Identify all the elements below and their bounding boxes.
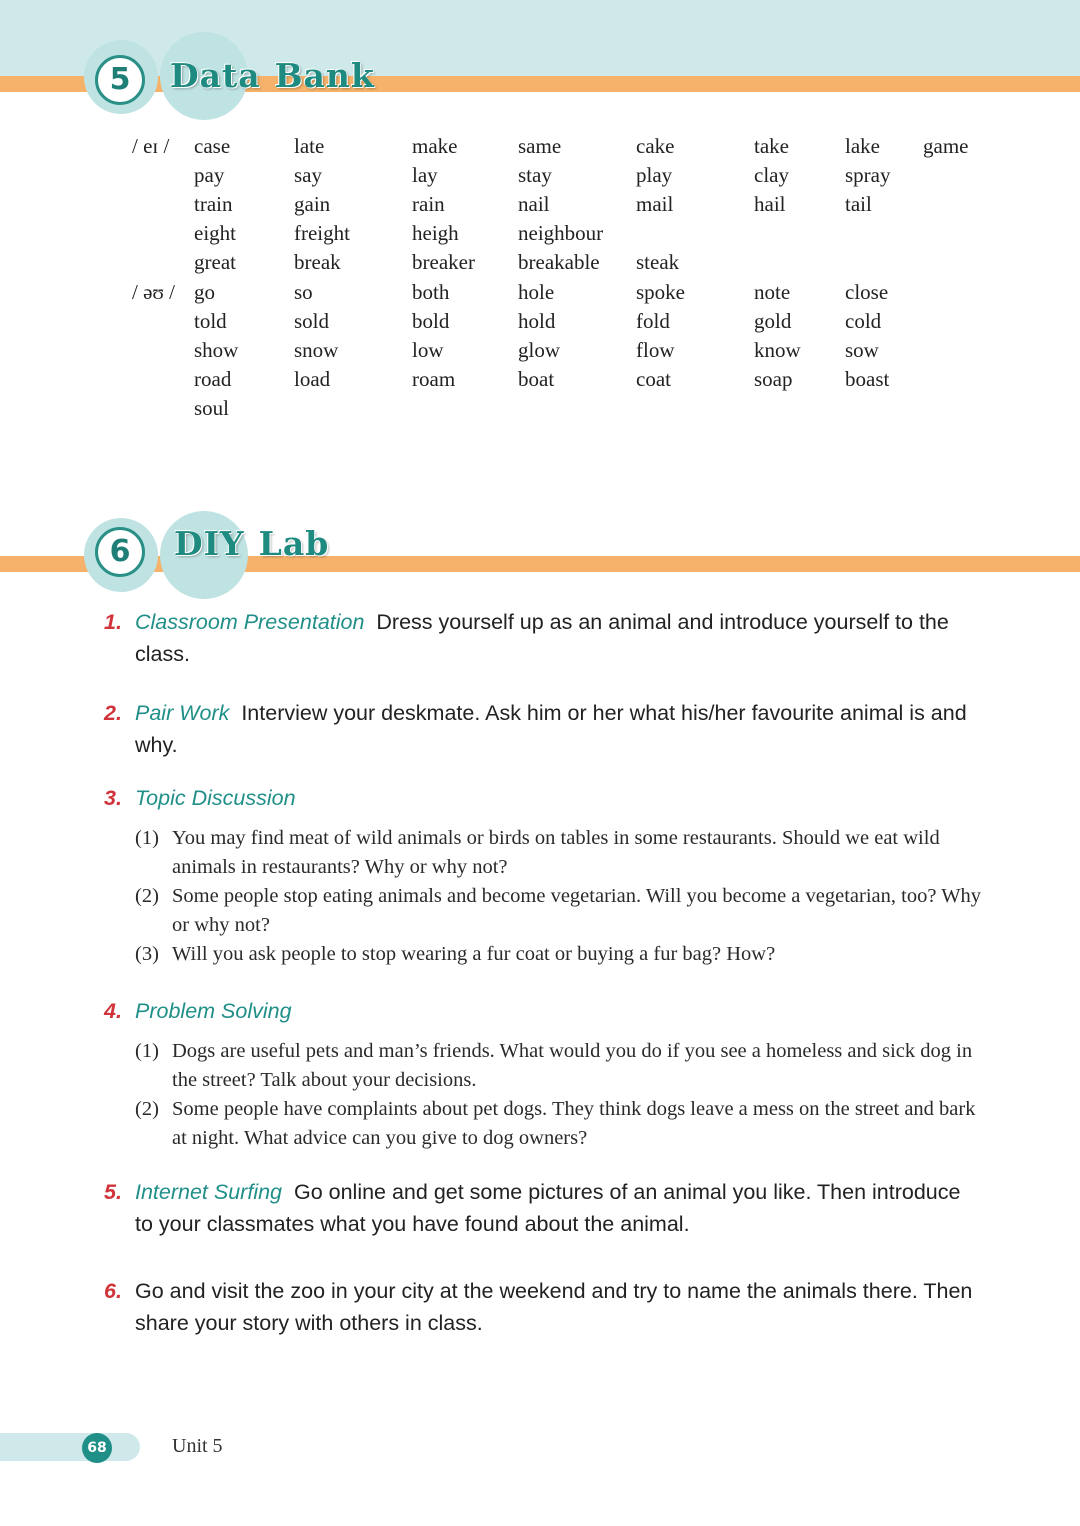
word-cell: pay <box>194 163 225 188</box>
task-item <box>104 782 984 814</box>
sub-item <box>135 882 985 940</box>
word-cell: flow <box>636 337 675 362</box>
unit-label: Unit 5 <box>172 1435 223 1457</box>
word-cell: nail <box>518 192 550 217</box>
task-keyword: Problem Solving <box>135 999 292 1023</box>
task-item <box>104 995 984 1027</box>
sub-text: Some people stop eating animals and become vegetarian. Will you become a vegetarian, too? Why or why not? <box>172 885 982 936</box>
word-cell: sow <box>845 337 879 362</box>
word-cell: play <box>636 163 673 188</box>
sub-text: Some people have complaints about pet dogs. They think dogs leave a mess on the street and bark at night. What advice can you give to dog owners? <box>172 1098 976 1149</box>
word-cell: stay <box>518 163 552 188</box>
word-cell: lay <box>412 163 438 188</box>
task-number: 6. <box>104 1279 122 1303</box>
section6-number-badge: 6 <box>95 527 145 577</box>
ipa-label-ou: / əʊ / <box>132 280 176 304</box>
word-cell: tail <box>845 192 872 217</box>
word-cell: so <box>294 279 313 304</box>
task-text: Interview your deskmate. Ask him or her what his/her favourite animal is and why. <box>135 701 967 757</box>
word-cell: rain <box>412 192 445 217</box>
task-text: Go online and get some pictures of an animal you like. Then introduce to your classmates what you have found about the animal. <box>135 1180 961 1236</box>
word-cell: hold <box>518 308 556 333</box>
sub-text: You may find meat of wild animals or birds on tables in some restaurants. Should we eat wild animals in restaurants? Why or why not? <box>172 827 940 878</box>
section6-title-word1: DIY <box>174 524 245 563</box>
word-cell: know <box>754 337 801 362</box>
word-cell: note <box>754 279 791 304</box>
sub-number: (3) <box>135 943 159 965</box>
section5-title-word2: Bank <box>274 56 375 95</box>
word-cell: coat <box>636 366 671 391</box>
word-cell: same <box>518 134 562 158</box>
section5-number-badge: 5 <box>95 55 145 105</box>
task-number: 5. <box>104 1180 122 1204</box>
section6-title <box>174 524 329 563</box>
task-number: 4. <box>104 999 122 1023</box>
task-number: 3. <box>104 786 122 810</box>
section5-title-word1: Data <box>170 56 261 95</box>
task-text: Dress yourself up as an animal and introduce yourself to the class. <box>135 610 949 666</box>
task-keyword: Topic Discussion <box>135 786 296 810</box>
word-cell: great <box>194 250 236 275</box>
word-cell: mail <box>636 192 674 217</box>
word-cell: make <box>412 134 458 158</box>
word-cell: spray <box>845 163 891 188</box>
word-cell: fold <box>636 308 670 333</box>
task-number: 2. <box>104 701 122 725</box>
word-cell: breaker <box>412 250 475 275</box>
word-cell: gold <box>754 308 792 333</box>
word-cell: road <box>194 366 232 391</box>
sub-item <box>135 940 985 969</box>
word-cell: neighbour <box>518 221 604 246</box>
word-cell: show <box>194 337 239 362</box>
sub-number: (2) <box>135 1098 159 1120</box>
sub-number: (1) <box>135 827 159 849</box>
word-cell: low <box>412 337 444 362</box>
word-cell: take <box>754 134 789 158</box>
task-item <box>104 606 984 670</box>
ipa-label-ei: / eɪ / <box>132 134 170 158</box>
word-cell: hail <box>754 192 786 217</box>
word-cell: go <box>194 279 215 304</box>
word-cell: game <box>923 134 969 158</box>
task-text: Go and visit the zoo in your city at the weekend and try to name the animals there. Then share your story with others in class. <box>135 1279 973 1335</box>
task-keyword: Classroom Presentation <box>135 610 365 634</box>
section6-title-word2: Lab <box>258 524 330 563</box>
word-cell: break <box>294 250 341 275</box>
task-item <box>104 1275 984 1339</box>
word-cell: cake <box>636 134 675 158</box>
word-cell: spoke <box>636 279 685 304</box>
word-cell: soul <box>194 395 230 420</box>
word-cell: breakable <box>518 250 600 275</box>
word-cell: roam <box>412 366 456 391</box>
task-item <box>104 697 984 761</box>
word-cell: boat <box>518 366 555 391</box>
sub-text: Dogs are useful pets and man’s friends. What would you do if you see a homeless and sick dog in the street? Talk about your decisions. <box>172 1040 973 1091</box>
word-cell: clay <box>754 163 789 188</box>
word-cell: lake <box>845 134 880 158</box>
task-number: 1. <box>104 610 122 634</box>
task-keyword: Pair Work <box>135 701 230 725</box>
word-cell: late <box>294 134 325 158</box>
word-cell: steak <box>636 250 680 275</box>
sub-number: (1) <box>135 1040 159 1062</box>
task-item <box>104 1176 984 1240</box>
sub-item <box>135 1095 985 1153</box>
word-cell: boast <box>845 366 890 391</box>
footer-band <box>0 1433 140 1461</box>
section5-title <box>170 56 375 95</box>
word-cell: eight <box>194 221 236 246</box>
word-cell: heigh <box>412 221 459 246</box>
word-cell: say <box>294 163 322 188</box>
word-cell: gain <box>294 192 331 217</box>
word-cell: bold <box>412 308 450 333</box>
word-cell: cold <box>845 308 882 333</box>
word-cell: soap <box>754 366 793 391</box>
word-cell: hole <box>518 279 555 304</box>
word-cell: sold <box>294 308 330 333</box>
word-cell: close <box>845 279 889 304</box>
task-keyword: Internet Surfing <box>135 1180 283 1204</box>
sub-item <box>135 1037 985 1095</box>
sub-text: Will you ask people to stop wearing a fur coat or buying a fur bag? How? <box>172 943 776 965</box>
word-cell: snow <box>294 337 339 362</box>
sub-item <box>135 824 985 882</box>
word-cell: both <box>412 279 450 304</box>
word-cell: case <box>194 134 231 158</box>
page-number-badge: 68 <box>82 1433 112 1463</box>
word-cell: freight <box>294 221 350 246</box>
word-cell: glow <box>518 337 560 362</box>
sub-number: (2) <box>135 885 159 907</box>
word-cell: train <box>194 192 233 217</box>
word-cell: told <box>194 308 227 333</box>
word-cell: load <box>294 366 331 391</box>
